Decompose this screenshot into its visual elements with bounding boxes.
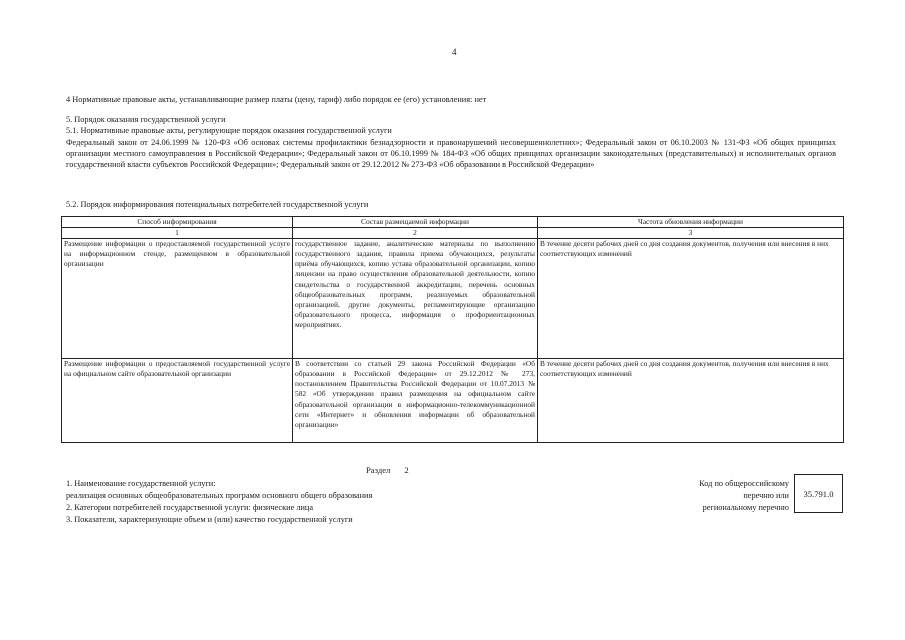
consumer-category: 2. Категории потребителей государственной услуги: физические лица — [66, 503, 314, 512]
header-method: Способ информирования — [62, 217, 293, 228]
code-label-line-2: перечню или — [743, 491, 789, 500]
section-5-1-title: 5.1. Нормативные правовые акты, регулирующие порядок оказания государственной услуги — [66, 126, 392, 135]
service-code-box — [794, 474, 843, 513]
code-label-line-1: Код по общероссийскому — [699, 479, 789, 488]
table-number-row — [62, 228, 844, 239]
cell-content: В соответствии со статьей 29 закона Российской Федерации «Об образовании в Российской Федерации» от 29.12.2012 № 273, постановлением Правительства Российской Федерации от 10.07.2013 № 582 «Об утверждении правил размещения на официальном сайте образовательной организации в информационно-телекоммуникационной сети «Интернет» и обновления информации об образовательной организации» — [293, 359, 538, 443]
service-code: 35.791.0 — [803, 488, 834, 499]
section-label: Раздел — [366, 465, 391, 475]
cell-method: Размещение информации о предоставляемой государственной услуге на официальном сайте образовательной организации — [62, 359, 293, 443]
table-row — [62, 359, 844, 443]
code-label-line-3: региональному перечню — [702, 503, 789, 512]
table-row — [62, 239, 844, 359]
cell-method: Размещение информации о предоставляемой государственной услуге на информационном стенде, размещенном в образовательной организации — [62, 239, 293, 359]
header-frequency: Частота обновления информации — [538, 217, 844, 228]
information-table — [61, 216, 844, 443]
service-name-value: реализация основных общеобразовательных программ основного общего образования — [66, 491, 373, 500]
section-5-2-title: 5.2. Порядок информирования потенциальных потребителей государственной услуги — [66, 200, 369, 209]
indicators-title: 3. Показатели, характеризующие объем и (или) качество государственной услуги — [66, 515, 353, 524]
section-heading — [366, 465, 409, 475]
section-4-text: 4 Нормативные правовые акты, устанавливающие размер платы (цену, тариф) либо порядок ее (его) установления: нет — [66, 95, 487, 104]
header-content: Состав размещаемой информации — [293, 217, 538, 228]
column-number: 1 — [62, 228, 293, 239]
section-5-title: 5. Порядок оказания государственной услуги — [66, 115, 226, 124]
table-header-row — [62, 217, 844, 228]
page-number: 4 — [452, 47, 457, 57]
cell-frequency: В течение десяти рабочих дней со дня создания документов, получения или внесения в них соответствующих изменений — [538, 359, 844, 443]
cell-frequency: В течение десяти рабочих дней со дня создания документов, получения или внесения в них соответствующих изменений — [538, 239, 844, 359]
section-number: 2 — [404, 465, 409, 475]
section-5-1-text: Федеральный закон от 24.06.1999 № 120-ФЗ «Об основах системы профилактики безнадзорности и правонарушений несовершеннолетних»; Федеральный закон от 06.10.2003 № 131-ФЗ «Об общих принципах организации местного самоуправления в Российской Федерации»; Федеральный закон от 06.10.1999 № 184-ФЗ «Об общих принципах организации законодательных (представительных) и исполнительных органов государственной власти субъектов Российской Федерации»; Федеральный закон от 29.12.2012 № 273-ФЗ «Об образовании в Российской Федерации» — [66, 138, 836, 170]
service-name-label: 1. Наименование государственной услуги: — [66, 479, 216, 488]
cell-content: государственное задание, аналитические материалы по выполнению государственного задания, правила приема обучающихся, результаты приёма обучающихся, копию устава образовательной организации, копию лицензии на право осуществления образовательной деятельности, копию свидетельства о государственной аккредитации, перечень основных общеобразовательных программ, реализуемых образовательной организацией, другие документы, регламентирующие организацию образовательного процесса, информация о профориентационных мероприятиях. — [293, 239, 538, 359]
column-number: 2 — [293, 228, 538, 239]
column-number: 3 — [538, 228, 844, 239]
